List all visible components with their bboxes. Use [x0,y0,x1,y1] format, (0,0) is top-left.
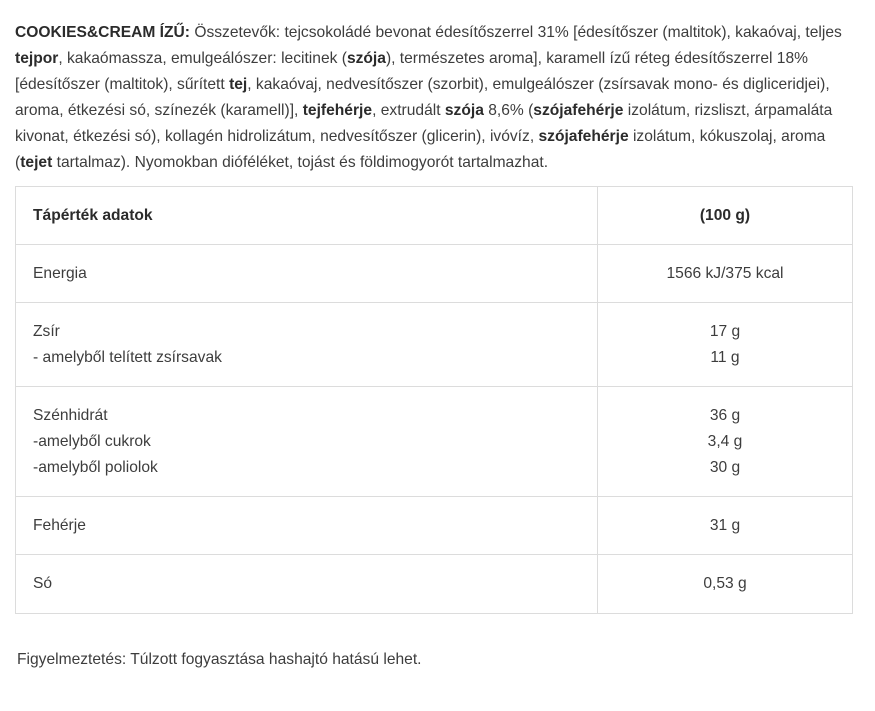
protein-value: 31 g [598,497,853,555]
ingredient-allergen-text: tejet [20,154,53,171]
ingredient-text: 8,6% ( [483,102,534,119]
carbs-value-cell [598,387,853,497]
ingredient-text: , kakaóvaj, nedvesítőszer (szorbit), emulgeálószer (zsírsavak mono- és digliceridjei), aroma, étkezési só, színezék (karamell)], [15,76,830,119]
fat-value-cell [598,303,853,387]
ingredient-allergen-text: szójafehérje [538,128,629,145]
ingredient-allergen-text: tejpor [15,50,59,67]
carbs-value: 36 g [709,406,741,424]
polyols-value: 30 g [709,458,741,476]
saturated-fat-value: 11 g [710,348,740,366]
table-row-salt [16,555,853,614]
protein-label: Fehérje [16,497,598,555]
carbs-label-cell [16,387,598,497]
sugars-label: -amelyből cukrok [33,432,151,450]
table-row-carbs [16,387,853,497]
ingredient-text: izolátum, kókuszolaj, aroma ( [15,128,826,171]
header-value-cell: (100 g) [598,187,853,245]
ingredients-text [15,20,860,176]
ingredient-allergen-text: szója [346,50,386,67]
fat-value: 17 g [709,322,741,340]
ingredient-text: , kakaómassza, emulgeálószer: lecitinek ( [58,50,347,67]
header-name-cell: Tápérték adatok [16,187,598,245]
ingredient-text: izolátum, rizsliszt, árpamaláta kivonat, étkezési só), kollagén hidrolizátum, nedvesítőszer (glicerin), ivóvíz, [15,102,833,145]
energy-label: Energia [16,245,598,303]
polyols-label: -amelyből poliolok [33,458,158,476]
saturated-fat-label: - amelyből telített zsírsavak [33,348,222,366]
ingredient-text: ), természetes aroma], karamell ízű réteg édesítőszerrel 18% [édesítőszer (maltitok), sűrített [15,50,809,93]
table-row-energy [16,245,853,303]
ingredient-allergen-text: tejfehérje [302,102,373,119]
ingredient-allergen-text: szója [444,102,484,119]
fat-label: Zsír [33,322,60,340]
ingredient-text: Összetevők: tejcsokoládé bevonat édesítőszerrel 31% [édesítőszer (maltitok), kakaóvaj, teljes [190,24,842,41]
ingredient-allergen-text: szójafehérje [533,102,624,119]
salt-value: 0,53 g [598,555,853,614]
carbs-label: Szénhidrát [33,406,108,424]
sugars-value: 3,4 g [707,432,743,450]
fat-label-cell [16,303,598,387]
nutrition-header-row [16,187,853,245]
table-row-fat [16,303,853,387]
energy-value: 1566 kJ/375 kcal [598,245,853,303]
ingredient-allergen-text: tej [229,76,248,93]
warning-text: Figyelmeztetés: Túlzott fogyasztása hashajtó hatású lehet. [17,651,422,668]
table-row-protein [16,497,853,555]
salt-label: Só [16,555,598,614]
ingredient-allergen-text: COOKIES&CREAM ÍZŰ: [15,24,190,41]
nutrition-table [15,186,853,614]
ingredient-text: , extrudált [372,102,445,119]
ingredient-text: tartalmaz). Nyomokban dióféléket, tojást és földimogyorót tartalmazhat. [52,154,549,171]
